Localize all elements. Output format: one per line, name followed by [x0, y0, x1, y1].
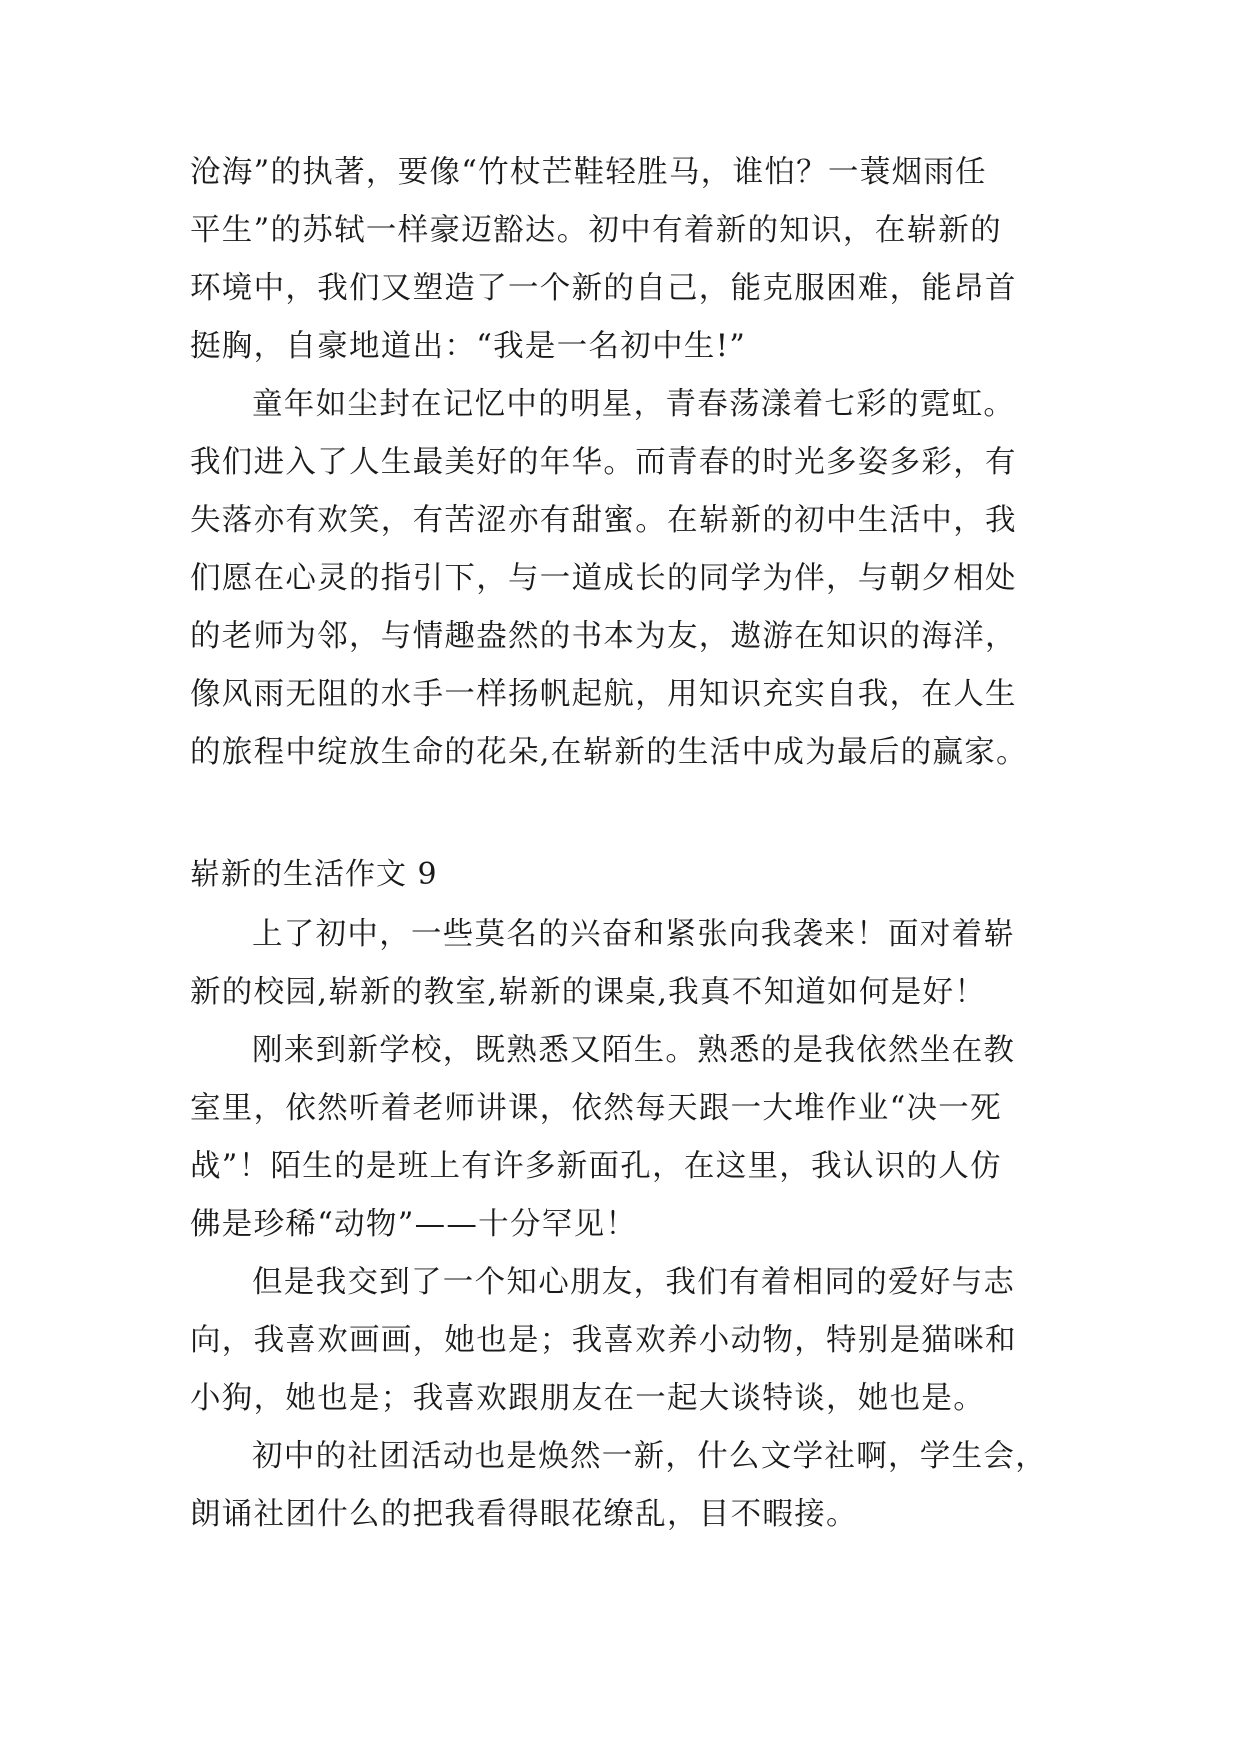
- text-line: 刚来到新学校，既熟悉又陌生。熟悉的是我依然坐在教: [252, 1033, 1016, 1068]
- text-line: 挺胸，自豪地道出：“我是一名初中生!”: [190, 329, 747, 364]
- text-line: 我们进入了人生最美好的年华。而青春的时光多姿多彩，有: [190, 445, 1017, 480]
- section-title: 崭新的生活作文 9: [190, 857, 438, 892]
- text-line: 向，我喜欢画画，她也是；我喜欢养小动物，特别是猫咪和: [190, 1323, 1017, 1358]
- text-line: 上了初中，一些莫名的兴奋和紧张向我袭来！面对着崭: [252, 917, 1016, 952]
- text-line: 但是我交到了一个知心朋友，我们有着相同的爱好与志: [252, 1265, 1016, 1300]
- text-line: 沧海”的执著，要像“竹杖芒鞋轻胜马，谁怕？一蓑烟雨任: [190, 155, 987, 190]
- text-line: 失落亦有欢笑，有苦涩亦有甜蜜。在崭新的初中生活中，我: [190, 503, 1017, 538]
- text-line: 战”！陌生的是班上有许多新面孔，在这里，我认识的人仿: [190, 1149, 1002, 1184]
- text-line: 们愿在心灵的指引下，与一道成长的同学为伴，与朝夕相处: [190, 561, 1017, 596]
- text-line: 朗诵社团什么的把我看得眼花缭乱，目不暇接。: [190, 1497, 858, 1532]
- text-line: 初中的社团活动也是焕然一新，什么文学社啊，学生会，: [252, 1439, 1047, 1474]
- text-line: 的老师为邻，与情趣盎然的书本为友，遨游在知识的海洋，: [190, 619, 1017, 654]
- text-line: 佛是珍稀“动物”——十分罕见！: [190, 1207, 638, 1242]
- text-line: 新的校园,崭新的教室,崭新的课桌,我真不知道如何是好！: [190, 975, 987, 1010]
- text-line: 童年如尘封在记忆中的明星，青春荡漾着七彩的霓虹。: [252, 387, 1016, 422]
- text-line: 小狗，她也是；我喜欢跟朋友在一起大谈特谈，她也是。: [190, 1381, 985, 1416]
- text-line: 像风雨无阻的水手一样扬帆起航，用知识充实自我，在人生: [190, 677, 1017, 712]
- text-line: 平生”的苏轼一样豪迈豁达。初中有着新的知识，在崭新的: [190, 213, 1002, 248]
- text-line: 环境中，我们又塑造了一个新的自己，能克服困难，能昂首: [190, 271, 1017, 306]
- text-line: 室里，依然听着老师讲课，依然每天跟一大堆作业“决一死: [190, 1091, 1002, 1126]
- text-line: 的旅程中绽放生命的花朵,在崭新的生活中成为最后的赢家。: [190, 735, 1028, 770]
